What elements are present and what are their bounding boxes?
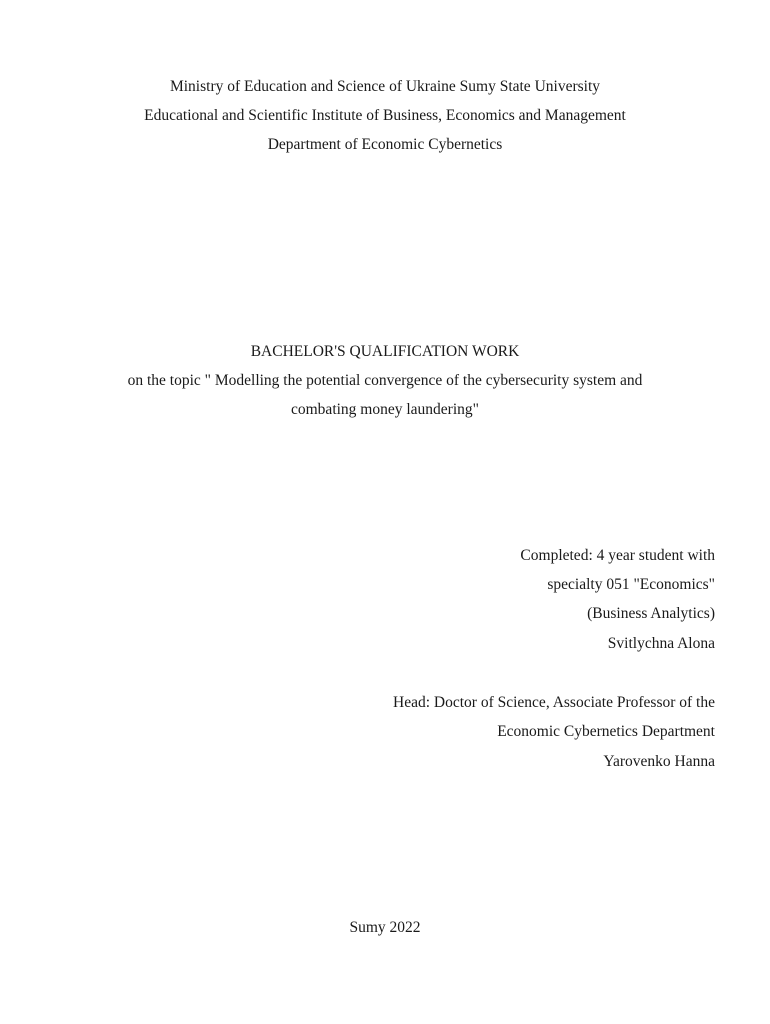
completed-line-3: (Business Analytics): [587, 605, 715, 622]
head-line-1: Head: Doctor of Science, Associate Professor of the: [393, 694, 715, 711]
student-name: Svitlychna Alona: [607, 635, 715, 652]
institute-line: Educational and Scientific Institute of Business, Economics and Management: [144, 107, 626, 124]
ministry-line: Ministry of Education and Science of Ukraine Sumy State University: [169, 78, 601, 95]
supervisor-name: Yarovenko Hanna: [603, 753, 715, 770]
department-line: Department of Economic Cybernetics: [267, 136, 503, 153]
work-title: BACHELOR'S QUALIFICATION WORK: [250, 343, 520, 360]
completed-line-1: Completed: 4 year student with: [520, 547, 715, 564]
head-line-2: Economic Cybernetics Department: [497, 723, 715, 740]
topic-line-1: on the topic " Modelling the potential convergence of the cybersecurity system and: [127, 372, 643, 389]
completed-line-2: specialty 051 "Economics": [547, 576, 715, 593]
topic-line-2: combating money laundering": [291, 401, 479, 418]
place-year: Sumy 2022: [349, 919, 421, 936]
